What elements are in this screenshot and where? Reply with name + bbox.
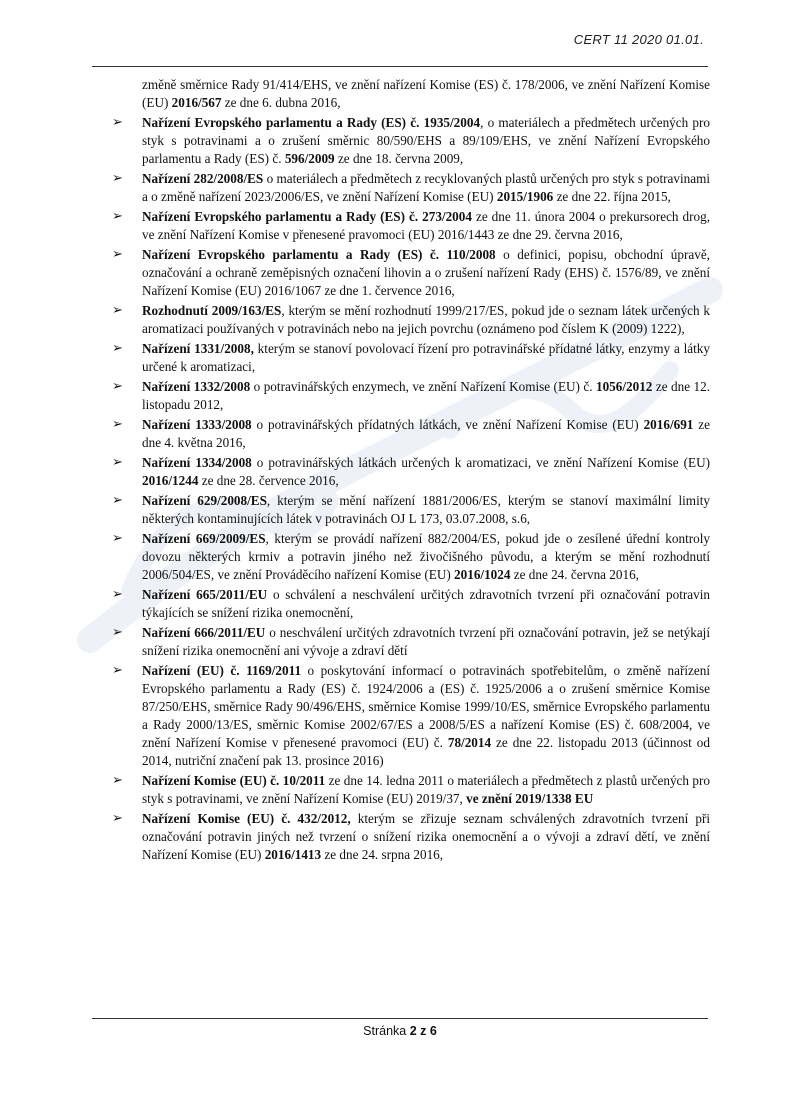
- document-code: CERT 11 2020 01.01.: [573, 32, 704, 47]
- arrow-bullet-icon: ➢: [112, 303, 123, 318]
- header-divider: [92, 66, 708, 67]
- page-current: 2: [409, 1024, 417, 1038]
- text-segment: o potravinářských enzymech, ve znění Nařízení Komise (EU) č.: [250, 379, 596, 394]
- item-text: [142, 531, 710, 582]
- text-segment: o poskytování informací o potravinách spotřebitelům, o změně nařízení Evropského parlamentu a Rady (ES) č. 1924/2006 a (ES) č. 1925/2006 a o zrušení směrnice Komise 87/250/EHS, směrnice Rady 90/496/EHS, směrnice Komise 1999/10/ES, směrnice Evropského parlamentu a Rady 2000/13/ES, směrnic Komise 2002/67/ES a 2008/5/ES a nařízení Komise (ES) č. 608/2004, ve znění Nařízení Komise v přenesené pravomoci (EU) č.: [142, 663, 710, 750]
- text-segment: ze dne 18. června 2009,: [334, 151, 464, 166]
- bold-reference: Rozhodnutí 2009/163/ES: [142, 303, 282, 318]
- list-item: [110, 170, 710, 206]
- text-segment: , kterým se mění rozhodnutí 1999/217/ES, pokud jde o seznam látek určených k aromatizaci používaných v potravinách nebo na jejich povrchu (oznámeno pod číslem K (2009) 1222),: [142, 303, 710, 336]
- text-segment: o neschválení určitých zdravotních tvrzení při označování potravin, jež se netýkají snížení rizika onemocnění ani vývoje a zdraví dětí: [142, 625, 710, 658]
- arrow-bullet-icon: ➢: [112, 493, 123, 508]
- arrow-bullet-icon: ➢: [112, 247, 123, 262]
- list-item: [110, 810, 710, 864]
- bold-reference: Nařízení 669/2009/ES: [142, 531, 266, 546]
- bold-reference: 2016/567: [171, 95, 222, 110]
- regulation-items: [110, 114, 710, 864]
- item-text: [142, 303, 710, 336]
- item-text: [142, 171, 710, 204]
- bold-reference: 2016/1413: [264, 847, 322, 862]
- arrow-bullet-icon: ➢: [112, 531, 123, 546]
- list-item: [110, 114, 710, 168]
- text-segment: , o materiálech a předmětech určených pro styk s potravinami a o zrušení směrnic 80/590/EHS a 89/109/EHS, ve znění Nařízení Evropského parlamentu a Rady (ES) č.: [142, 115, 710, 166]
- arrow-bullet-icon: ➢: [112, 773, 123, 788]
- text-segment: ze dne 22. listopadu 2013 (účinnost od 2014, nutriční značení pak 13. prosince 2016): [142, 735, 710, 768]
- list-item: [110, 208, 710, 244]
- text-segment: , kterým se provádí nařízení 882/2004/ES, pokud jde o zesílené úřední kontroly dovozu některých krmiv a potravin jiného než živočišného původu, a kterým se mění rozhodnutí 2006/504/ES, ve znění Prováděcího nařízení Komise (EU): [142, 531, 710, 582]
- bold-reference: 2015/1906: [496, 189, 554, 204]
- arrow-bullet-icon: ➢: [112, 455, 123, 470]
- arrow-bullet-icon: ➢: [112, 341, 123, 356]
- bold-reference: 596/2009: [284, 151, 335, 166]
- continuation-paragraph: [110, 76, 710, 112]
- text-segment: ze dne 22. října 2015,: [553, 189, 671, 204]
- bold-reference: Nařízení 666/2011/EU: [142, 625, 266, 640]
- item-text: [142, 455, 710, 488]
- text-segment: o schválení a neschválení určitých zdravotních tvrzení při označování potravin týkajících se snížení rizika onemocnění,: [142, 587, 710, 620]
- arrow-bullet-icon: ➢: [112, 171, 123, 186]
- bold-reference: Nařízení 1334/2008: [142, 455, 252, 470]
- bold-reference: Nařízení 665/2011/EU: [142, 587, 268, 602]
- page-prefix: Stránka: [363, 1024, 410, 1038]
- bold-reference: Nařízení 629/2008/ES: [142, 493, 267, 508]
- text-segment: ze dne 12. listopadu 2012,: [142, 379, 710, 412]
- bold-reference: Nařízení Komise (EU) č. 10/2011: [142, 773, 326, 788]
- item-text: [142, 247, 710, 298]
- bold-reference: Nařízení 1332/2008: [142, 379, 251, 394]
- regulation-list: [110, 76, 710, 866]
- list-item: [110, 662, 710, 770]
- page-number: [0, 1024, 800, 1038]
- list-item: [110, 492, 710, 528]
- text-segment: ze dne 6. dubna 2016,: [221, 95, 341, 110]
- bold-reference: Nařízení 282/2008/ES: [142, 171, 264, 186]
- arrow-bullet-icon: ➢: [112, 625, 123, 640]
- page-separator: z: [416, 1024, 430, 1038]
- text-segment: ze dne 28. července 2016,: [198, 473, 339, 488]
- bold-reference: Nařízení Evropského parlamentu a Rady (ES) č. 273/2004: [142, 209, 472, 224]
- text-segment: , kterým se mění nařízení 1881/2006/ES, kterým se stanoví maximální limity některých kontaminujících látek v potravinách OJ L 173, 03.07.2008, s.6,: [142, 493, 710, 526]
- bold-reference: 1056/2012: [595, 379, 653, 394]
- bold-reference: 78/2014: [447, 735, 492, 750]
- item-text: [142, 493, 710, 526]
- text-segment: ze dne 24. června 2016,: [510, 567, 639, 582]
- arrow-bullet-icon: ➢: [112, 417, 123, 432]
- list-item: [110, 624, 710, 660]
- item-text: [142, 663, 710, 768]
- arrow-bullet-icon: ➢: [112, 663, 123, 678]
- bold-reference: Nařízení 1333/2008: [142, 417, 252, 432]
- text-segment: kterým se zřizuje seznam schválených zdravotních tvrzení při označování potravin jiných než tvrzení o snížení rizika onemocnění a o vývoji a zdraví dětí, ve znění Nařízení Komise (EU): [142, 811, 710, 862]
- text-segment: ze dne 14. ledna 2011 o materiálech a předmětech z plastů určených pro styk s potravinami, ve znění Nařízení Komise (EU) 2019/37,: [142, 773, 711, 806]
- bold-reference: Nařízení Evropského parlamentu a Rady (ES) č. 1935/2004: [142, 115, 481, 130]
- bold-reference: Nařízení (EU) č. 1169/2011: [142, 663, 302, 678]
- arrow-bullet-icon: ➢: [112, 209, 123, 224]
- arrow-bullet-icon: ➢: [112, 379, 123, 394]
- item-text: [142, 379, 710, 412]
- text-segment: kterým se stanoví povolovací řízení pro potravinářské přídatné látky, enzymy a látky určené k aromatizaci,: [142, 341, 710, 374]
- list-item: [110, 340, 710, 376]
- arrow-bullet-icon: ➢: [112, 115, 123, 130]
- list-item: [110, 530, 710, 584]
- bold-reference: Nařízení Evropského parlamentu a Rady (ES) č. 110/2008: [142, 247, 496, 262]
- text-segment: o potravinářských látkách určených k aromatizaci, ve znění Nařízení Komise (EU): [251, 455, 710, 470]
- item-text: [142, 209, 710, 242]
- list-item: [110, 416, 710, 452]
- arrow-bullet-icon: ➢: [112, 811, 123, 826]
- item-text: [142, 811, 710, 862]
- bold-reference: 2016/1024: [454, 567, 511, 582]
- list-item: [110, 246, 710, 300]
- list-item: [110, 586, 710, 622]
- text-segment: ze dne 11. února 2004 o prekursorech drog, ve znění Nařízení Komise v přenesené pravomoci (EU) 2016/1443 ze dne 29. června 2016,: [142, 209, 710, 242]
- bold-reference: Nařízení Komise (EU) č. 432/2012,: [142, 811, 351, 826]
- text-segment: o definici, popisu, obchodní úpravě, označování a ochraně zeměpisných označení lihovin a o zrušení nařízení Rady (EHS) č. 1576/89, ve znění Nařízení Komise (EU) 2016/1067 ze dne 1. července 2016,: [142, 247, 710, 298]
- item-text: [142, 341, 710, 374]
- bold-reference: Nařízení 1331/2008,: [142, 341, 254, 356]
- item-text: [142, 417, 710, 450]
- bold-reference: 2016/1244: [142, 473, 199, 488]
- arrow-bullet-icon: ➢: [112, 587, 123, 602]
- item-text: [142, 773, 710, 806]
- text-segment: o potravinářských přídatných látkách, ve znění Nařízení Komise (EU): [251, 417, 644, 432]
- list-item: [110, 378, 710, 414]
- text-segment: ze dne 24. srpna 2016,: [321, 847, 444, 862]
- item-text: [142, 587, 710, 620]
- page-total: 6: [429, 1024, 437, 1038]
- list-item: [110, 772, 710, 808]
- list-item: [110, 454, 710, 490]
- bold-reference: ve znění 2019/1338 EU: [466, 791, 594, 806]
- bold-reference: 2016/691: [643, 417, 694, 432]
- list-item: [110, 302, 710, 338]
- text-segment: změně směrnice Rady 91/414/EHS, ve znění nařízení Komise (ES) č. 178/2006, ve znění Nařízení Komise (EU): [142, 77, 710, 110]
- item-text: [142, 115, 710, 166]
- text-segment: o materiálech a předmětech z recyklovaných plastů určených pro styk s potravinami a o změně nařízení 2023/2006/ES, ve znění Nařízení Komise (EU): [142, 171, 711, 204]
- item-text: [142, 625, 710, 658]
- text-segment: ze dne 4. května 2016,: [142, 417, 710, 450]
- footer-divider: [92, 1018, 708, 1019]
